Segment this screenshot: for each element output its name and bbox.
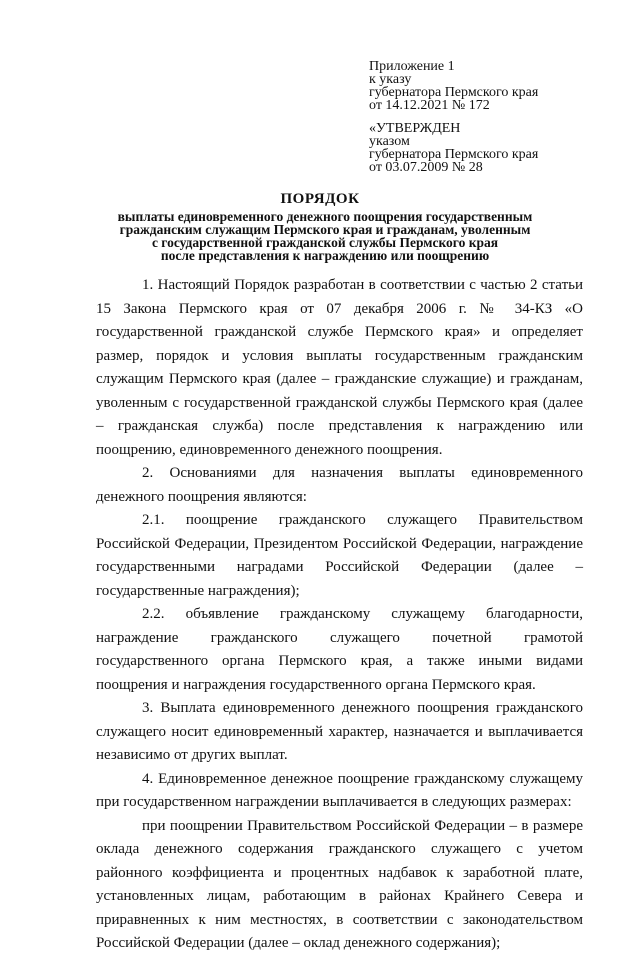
appendix-line: к указу	[369, 72, 412, 87]
subtitle-line: после представления к награждению или поощрению	[160, 248, 490, 263]
approval-line: губернатора Пермского края	[369, 147, 539, 162]
document-subtitle	[95, 210, 555, 262]
paragraph: при поощрении Правительством Российской Федерации – в размере оклада денежного содержания гражданского служащего с учетом районного коэффициента и процентных надбавок к заработной плате, установленных лицам, работающим в районах Крайнего Севера и приравненных к ним местностях, в соответствии с законодательством Российской Федерации (далее – оклад денежного содержания);	[96, 817, 583, 951]
paragraph: 1. Настоящий Порядок разработан в соответствии с частью 2 статьи 15 Закона Пермского края от 07 декабря 2006 г. № 34-КЗ «О государственной гражданской службе Пермского края» и определяет размер, порядок и условия выплаты государственным гражданским служащим Пермского края (далее – гражданские служащие) и гражданам, уволенным с государственной гражданской службы Пермского края (далее – гражданская служба) после представления к награждению или поощрению, единовременного денежного поощрения.	[96, 277, 583, 458]
approval-block	[369, 122, 619, 174]
paragraph: 2. Основаниями для назначения выплаты единовременного денежного поощрения являются:	[96, 465, 583, 505]
subtitle-line: с государственной гражданской службы Пермского края	[151, 235, 499, 250]
appendix-line: Приложение 1	[369, 59, 455, 74]
document-body	[96, 274, 583, 956]
approval-line: указом	[369, 134, 410, 149]
appendix-block	[369, 60, 619, 112]
document-title: ПОРЯДОК	[280, 191, 360, 207]
approval-line: от 03.07.2009 № 28	[369, 160, 483, 175]
subtitle-line: выплаты единовременного денежного поощрения государственным	[117, 209, 533, 224]
paragraph: 2.2. объявление гражданскому служащему благодарности, награждение гражданского служащего почетной грамотой государственного органа Пермского края, а также иными видами поощрения и награждения государственного органа Пермского края.	[96, 606, 583, 693]
appendix-line: от 14.12.2021 № 172	[369, 98, 490, 113]
paragraph: 2.1. поощрение гражданского служащего Правительством Российской Федерации, Президентом Российской Федерации, награждение государственными наградами Российской Федерации (далее – государственные награждения);	[96, 512, 583, 599]
approval-line: «УТВЕРЖДЕН	[369, 121, 461, 136]
paragraph: 4. Единовременное денежное поощрение гражданскому служащему при государственном награждении выплачивается в следующих размерах:	[96, 770, 583, 810]
appendix-line: губернатора Пермского края	[369, 85, 539, 100]
subtitle-line: гражданским служащим Пермского края и гражданам, уволенным	[119, 222, 531, 237]
paragraph: 3. Выплата единовременного денежного поощрения гражданского служащего носит единовременный характер, назначается и выплачивается независимо от других выплат.	[96, 700, 583, 763]
